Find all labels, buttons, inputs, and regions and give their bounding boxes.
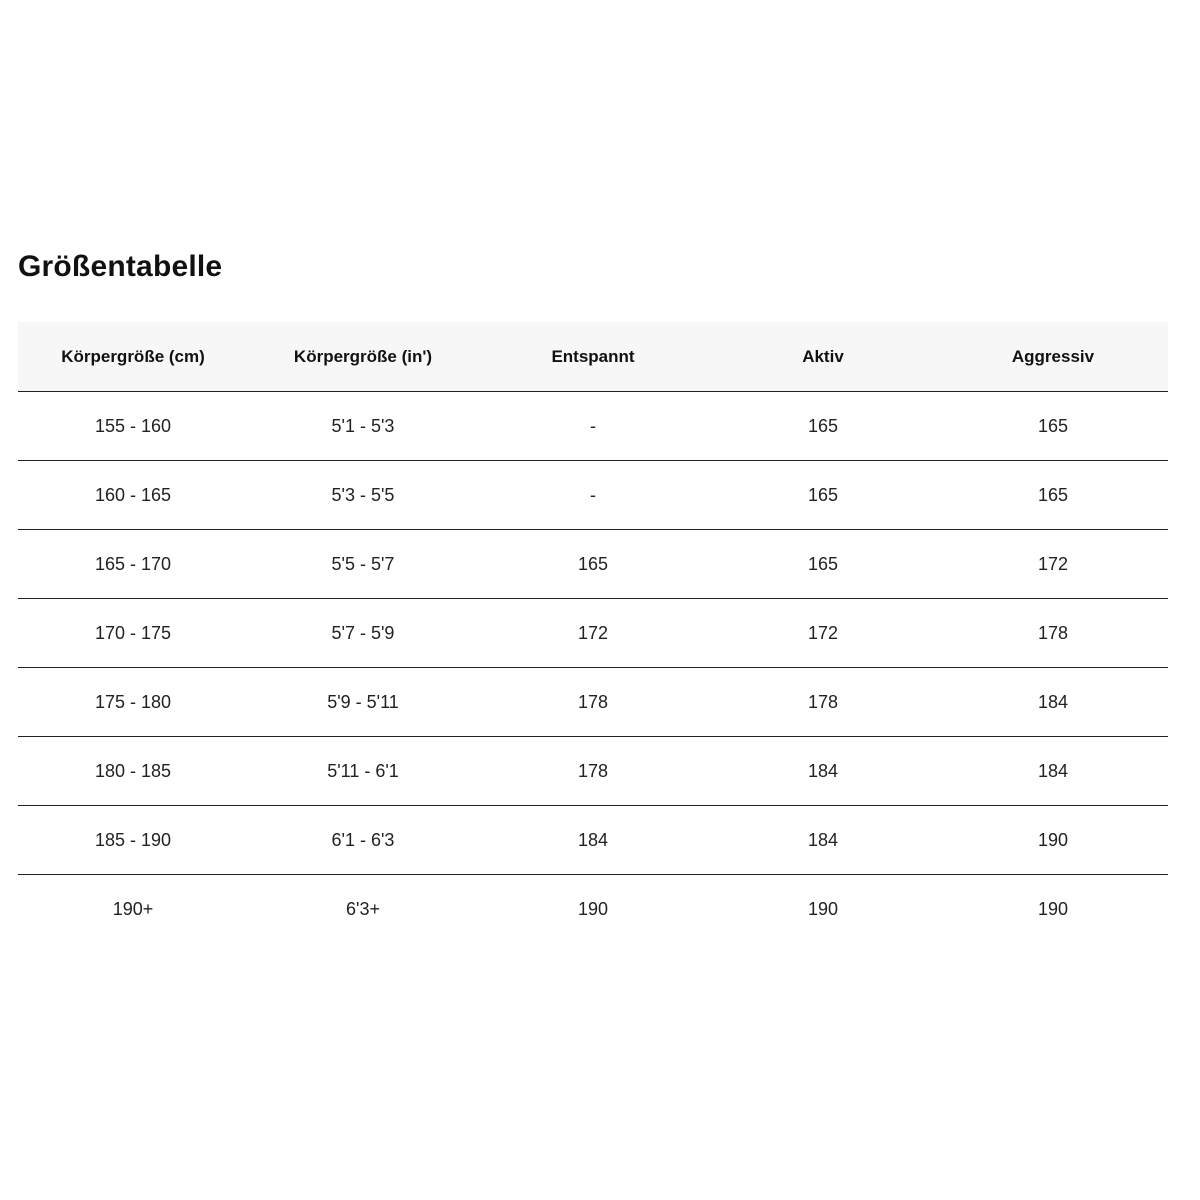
cell-height-cm: 160 - 165 xyxy=(18,461,248,530)
table-header-row xyxy=(18,322,1168,392)
cell-relaxed: 172 xyxy=(478,599,708,668)
table-header xyxy=(18,322,1168,392)
column-header-height-in: Körpergröße (in') xyxy=(248,322,478,392)
cell-aggressive: 184 xyxy=(938,737,1168,806)
cell-active: 165 xyxy=(708,392,938,461)
table-row xyxy=(18,668,1168,737)
cell-active: 178 xyxy=(708,668,938,737)
column-header-aggressive: Aggressiv xyxy=(938,322,1168,392)
cell-aggressive: 165 xyxy=(938,392,1168,461)
cell-height-cm: 170 - 175 xyxy=(18,599,248,668)
cell-aggressive: 178 xyxy=(938,599,1168,668)
cell-relaxed: - xyxy=(478,392,708,461)
cell-relaxed: 190 xyxy=(577,898,609,919)
cell-height-in: 6'3+ xyxy=(346,898,380,919)
column-header-active: Aktiv xyxy=(708,322,938,392)
table-row xyxy=(18,599,1168,668)
cell-relaxed: 178 xyxy=(478,737,708,806)
table-row xyxy=(18,806,1168,875)
cell-height-in: 6'1 - 6'3 xyxy=(248,806,478,875)
cell-height-cm: 190+ xyxy=(112,898,154,919)
cell-height-in: 5'9 - 5'11 xyxy=(248,668,478,737)
cell-height-cm: 155 - 160 xyxy=(18,392,248,461)
cell-aggressive: 165 xyxy=(938,461,1168,530)
cell-aggressive: 184 xyxy=(938,668,1168,737)
table-row xyxy=(18,461,1168,530)
cell-active: 165 xyxy=(708,530,938,599)
table-row xyxy=(18,875,1168,944)
page-title: Größentabelle xyxy=(18,250,223,283)
cell-active: 165 xyxy=(708,461,938,530)
cell-active: 190 xyxy=(807,898,839,919)
cell-height-in: 5'5 - 5'7 xyxy=(248,530,478,599)
cell-height-cm: 185 - 190 xyxy=(18,806,248,875)
size-chart-table xyxy=(18,322,1168,943)
cell-height-cm: 165 - 170 xyxy=(18,530,248,599)
table-row xyxy=(18,392,1168,461)
cell-relaxed: 184 xyxy=(478,806,708,875)
cell-relaxed: 178 xyxy=(478,668,708,737)
table-row xyxy=(18,530,1168,599)
cell-height-in: 5'7 - 5'9 xyxy=(248,599,478,668)
cell-relaxed: - xyxy=(478,461,708,530)
cell-height-cm: 180 - 185 xyxy=(18,737,248,806)
cell-active: 172 xyxy=(708,599,938,668)
cell-aggressive: 172 xyxy=(938,530,1168,599)
cell-active: 184 xyxy=(708,806,938,875)
cell-relaxed: 165 xyxy=(478,530,708,599)
cell-height-in: 5'11 - 6'1 xyxy=(248,737,478,806)
cell-aggressive: 190 xyxy=(1037,898,1069,919)
cell-height-cm: 175 - 180 xyxy=(18,668,248,737)
cell-height-in: 5'1 - 5'3 xyxy=(248,392,478,461)
table-row xyxy=(18,737,1168,806)
column-header-height-cm: Körpergröße (cm) xyxy=(18,322,248,392)
cell-aggressive: 190 xyxy=(938,806,1168,875)
cell-height-in: 5'3 - 5'5 xyxy=(248,461,478,530)
column-header-relaxed: Entspannt xyxy=(478,322,708,392)
table-body xyxy=(18,392,1168,944)
cell-active: 184 xyxy=(708,737,938,806)
